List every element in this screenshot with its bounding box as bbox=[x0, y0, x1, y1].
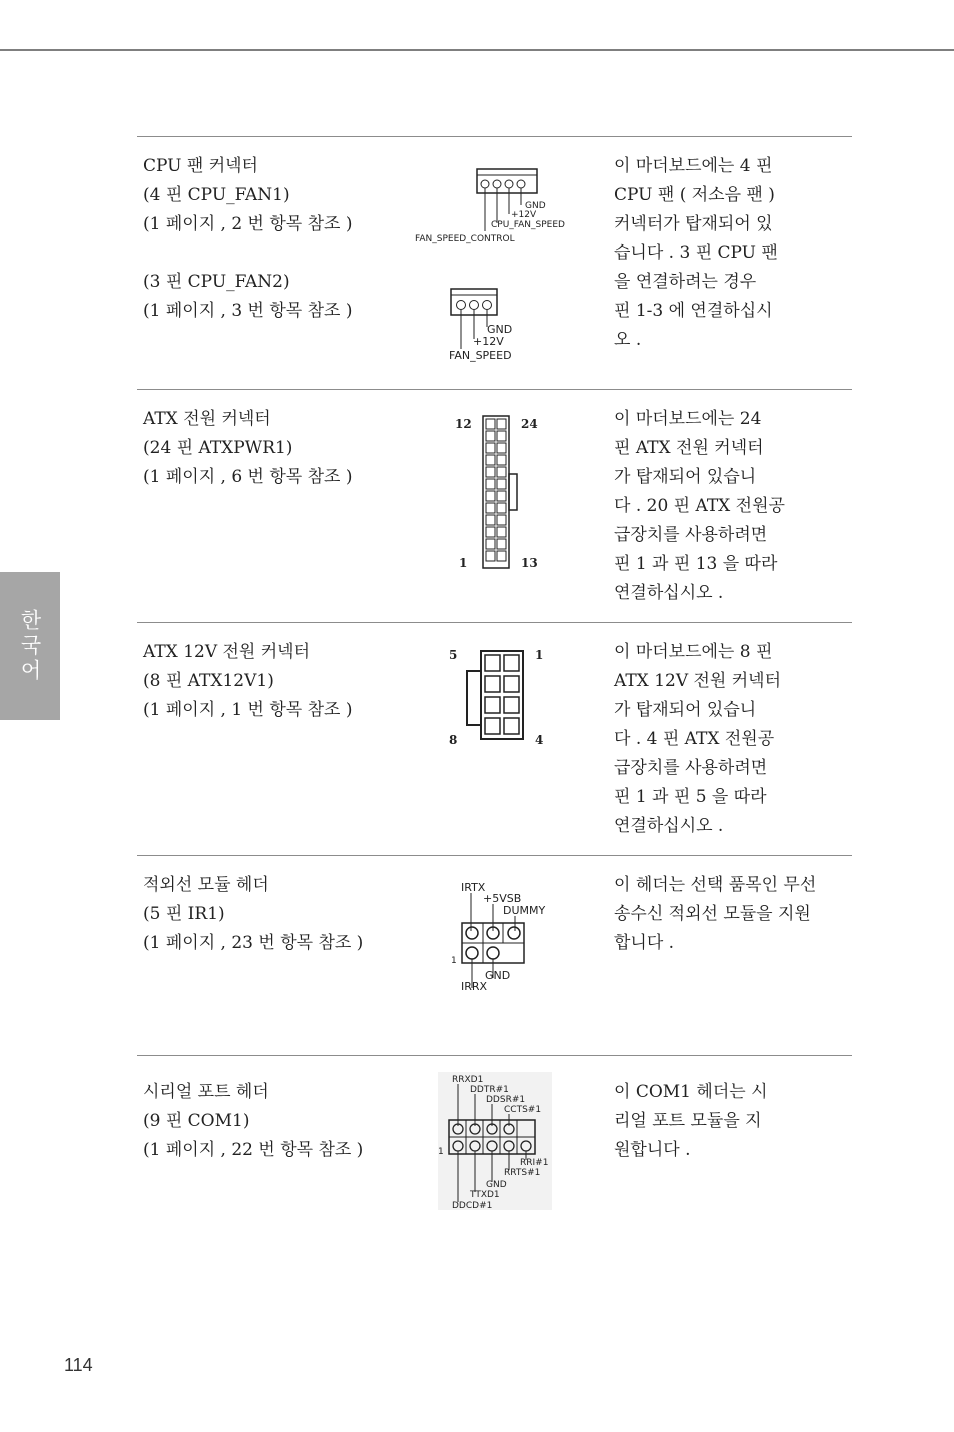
com-rri-label: RRI#1 bbox=[520, 1158, 549, 1168]
section-atx-power bbox=[137, 389, 852, 623]
com-ddcd-label: DDCD#1 bbox=[452, 1201, 493, 1211]
cpu-fan1-ref: (1 페이지 , 2 번 항목 참조 ) bbox=[143, 214, 353, 234]
fan1-speed-label: CPU_FAN_SPEED bbox=[491, 220, 565, 230]
ir-description: 이 헤더는 선택 품목인 무선 송수신 적외선 모듈을 지원 합니다 . bbox=[614, 875, 817, 953]
ir-irrx-label: IRRX bbox=[461, 980, 488, 993]
atx-power-title: ATX 전원 커넥터 bbox=[143, 409, 271, 429]
atx-power-description: 이 마더보드에는 24 핀 ATX 전원 커넥터 가 탑재되어 있습니 다 . 20 핀 ATX 전원공 급장치를 사용하려면 핀 1 과 핀 13 을 따라 연결하십시오 . bbox=[614, 409, 785, 603]
pin-13-label: 13 bbox=[521, 556, 538, 570]
atx-12v-ref: (1 페이지 , 1 번 항목 참조 ) bbox=[143, 700, 353, 720]
com-rrts-label: RRTS#1 bbox=[504, 1168, 541, 1178]
pin-1-label: 1 bbox=[459, 556, 468, 570]
atx-8pin-diagram bbox=[445, 645, 555, 749]
com-pins: (9 핀 COM1) bbox=[143, 1111, 250, 1131]
section-atx-12v bbox=[137, 622, 852, 856]
com-ref: (1 페이지 , 22 번 항목 참조 ) bbox=[143, 1140, 364, 1160]
ir-pins: (5 핀 IR1) bbox=[143, 904, 225, 924]
section-serial-port bbox=[137, 1055, 852, 1236]
page-number: 114 bbox=[64, 1355, 93, 1375]
ir-ref: (1 페이지 , 23 번 항목 참조 ) bbox=[143, 933, 364, 953]
com-gnd-label: GND bbox=[486, 1180, 507, 1190]
section-ir-module bbox=[137, 855, 852, 1056]
cpu-fan2-ref: (1 페이지 , 3 번 항목 참조 ) bbox=[143, 301, 353, 321]
fan1-12v-label: +12V bbox=[511, 210, 537, 220]
language-side-tab bbox=[0, 572, 60, 720]
atx-12v-pins: (8 핀 ATX12V1) bbox=[143, 671, 274, 691]
pin-1-label-12v: 1 bbox=[535, 648, 544, 662]
cpu-fan-description: 이 마더보드에는 4 핀 CPU 팬 ( 저소음 팬 ) 커넥터가 탑재되어 있 습니다 . 3 핀 CPU 팬 을 연결하려는 경우 핀 1-3 에 연결하십시 오 . bbox=[614, 156, 778, 350]
ir-5vsb-label: +5VSB bbox=[483, 892, 522, 905]
pin-5-label: 5 bbox=[449, 648, 458, 662]
atx-12v-title: ATX 12V 전원 커넥터 bbox=[143, 642, 311, 662]
fan2-12v-label: +12V bbox=[473, 335, 504, 348]
cpu-fan1-diagram bbox=[413, 165, 583, 245]
com-description: 이 COM1 헤더는 시 리얼 포트 모듈을 지 원합니다 . bbox=[614, 1082, 768, 1160]
ir-irtx-label: IRTX bbox=[461, 881, 486, 894]
pin-24-label: 24 bbox=[521, 417, 538, 431]
cpu-fan2-diagram bbox=[445, 285, 545, 365]
atx-power-pins: (24 핀 ATXPWR1) bbox=[143, 438, 293, 458]
ir-gnd-label: GND bbox=[485, 969, 511, 982]
cpu-fan-title-block bbox=[143, 152, 353, 326]
ir-dummy-label: DUMMY bbox=[503, 904, 546, 917]
com-ddtr-label: DDTR#1 bbox=[470, 1085, 509, 1095]
com-title: 시리얼 포트 헤더 bbox=[143, 1082, 269, 1102]
fan1-gnd-label: GND bbox=[525, 201, 546, 211]
ir-header-diagram bbox=[449, 878, 553, 994]
com-title-block bbox=[143, 1078, 363, 1165]
com-ddsr-label: DDSR#1 bbox=[486, 1095, 526, 1105]
ir-title-block bbox=[143, 871, 363, 958]
atx-24pin-diagram bbox=[449, 412, 559, 574]
cpu-fan-title: CPU 팬 커넥터 bbox=[143, 156, 258, 176]
ir-title: 적외선 모듈 헤더 bbox=[143, 875, 269, 895]
pin-4-label: 4 bbox=[535, 733, 544, 747]
fan1-control-label: FAN_SPEED_CONTROL bbox=[415, 234, 515, 244]
cpu-fan1-pins: (4 핀 CPU_FAN1) bbox=[143, 185, 290, 205]
fan2-gnd-label: GND bbox=[487, 323, 513, 336]
pin-12-label: 12 bbox=[455, 417, 472, 431]
ir-pin1-label: 1 bbox=[451, 956, 457, 966]
cpu-fan2-pins: (3 핀 CPU_FAN2) bbox=[143, 272, 290, 292]
com-rrxd-label: RRXD1 bbox=[452, 1075, 484, 1085]
com-ccts-label: CCTS#1 bbox=[504, 1105, 542, 1115]
com-ttxd-label: TTXD1 bbox=[470, 1190, 500, 1200]
atx-12v-description: 이 마더보드에는 8 핀 ATX 12V 전원 커넥터 가 탑재되어 있습니 다 . 4 핀 ATX 전원공 급장치를 사용하려면 핀 1 과 핀 5 을 따라 연결하십시오 . bbox=[614, 642, 782, 836]
top-rule bbox=[0, 49, 954, 51]
pin-8-label: 8 bbox=[449, 733, 458, 747]
section-cpu-fan bbox=[137, 136, 852, 390]
atx-power-title-block bbox=[143, 405, 353, 492]
side-tab-label: 한국어 bbox=[18, 608, 42, 684]
atx-power-ref: (1 페이지 , 6 번 항목 참조 ) bbox=[143, 467, 353, 487]
atx-12v-title-block bbox=[143, 638, 353, 725]
com-header-diagram bbox=[436, 1072, 554, 1212]
fan2-speed-label: FAN_SPEED bbox=[449, 349, 512, 362]
com-pin1-label: 1 bbox=[438, 1147, 444, 1157]
